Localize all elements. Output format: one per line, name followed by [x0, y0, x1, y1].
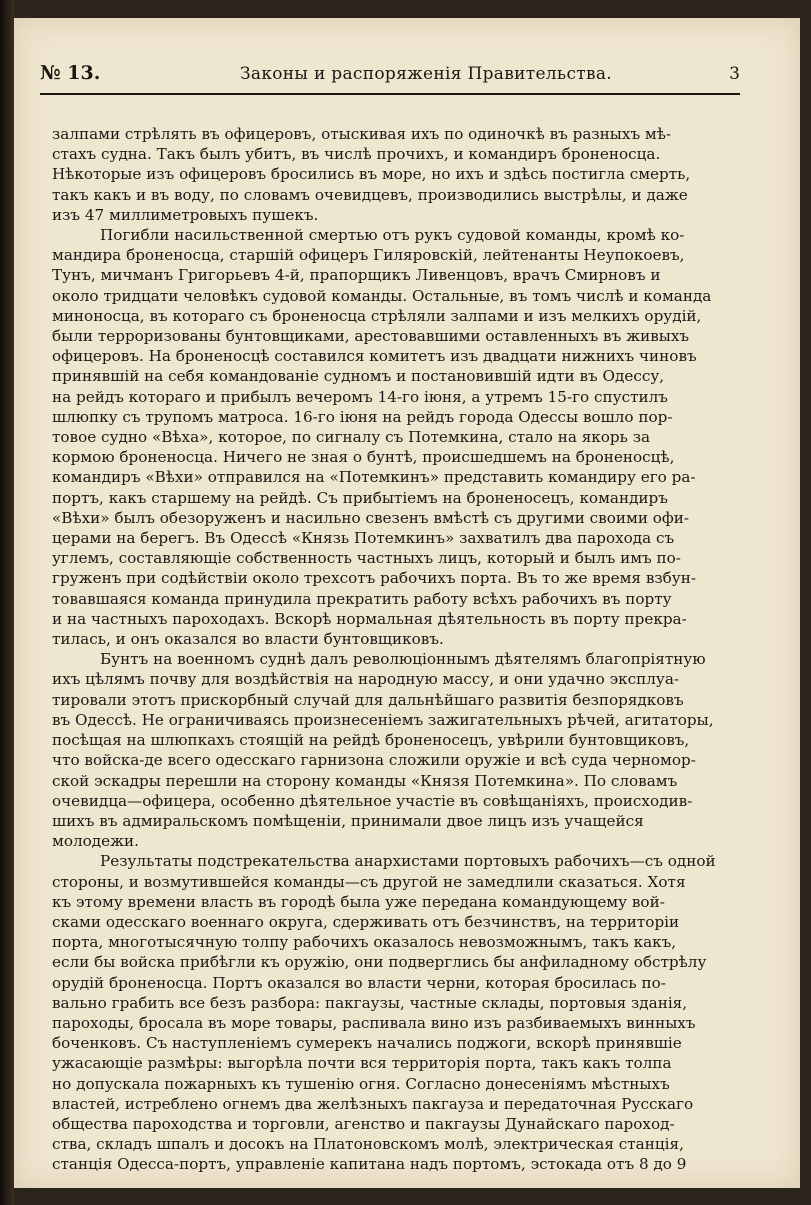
text-line: что войска-де всего одесскаго гарнизона сложили оружіе и всѣ суда черномор- — [52, 751, 696, 770]
text-line: груженъ при содѣйствіи около трехсотъ рабочихъ порта. Въ то же время взбун- — [52, 569, 696, 588]
text-line: къ этому времени власть въ городѣ была уже передана командующему вой- — [52, 892, 665, 911]
text-line: портъ, какъ старшему на рейдѣ. Съ прибытіемъ на броненосецъ, командиръ — [52, 488, 668, 507]
text-line: товавшаяся команда принудила прекратить работу всѣхъ рабочихъ въ порту — [52, 589, 672, 608]
text-line: тировали этотъ прискорбный случай для дальнѣйшаго развитія безпорядковъ — [52, 690, 684, 709]
text-line: такъ какъ и въ воду, по словамъ очевидцевъ, производились выстрѣлы, и даже — [52, 185, 688, 204]
text-line: и на частныхъ пароходахъ. Вскорѣ нормальная дѣятельность въ порту прекра- — [52, 609, 687, 628]
text-line: властей, истреблено огнемъ два желѣзныхъ пакгауза и передаточная Русскаго — [52, 1094, 694, 1113]
binding-shadow — [0, 0, 14, 1205]
text-line: тилась, и онъ оказался во власти бунтовщиковъ. — [52, 630, 444, 649]
text-line: въ Одессѣ. Не ограничиваясь произнесеніемъ зажигательныхъ рѣчей, агитаторы, — [52, 710, 714, 729]
text-line: товое судно «Вѣха», которое, по сигналу съ Потемкина, стало на якорь за — [52, 428, 651, 447]
text-line: офицеровъ. На броненосцѣ составился комитетъ изъ двадцати нижнихъ чиновъ — [52, 347, 697, 366]
text-line: орудій броненосца. Портъ оказался во власти черни, которая бросилась по- — [52, 973, 666, 992]
text-line: пароходы, бросала въ море товары, распивала вино изъ разбиваемыхъ винныхъ — [52, 1013, 696, 1032]
text-line: Тунъ, мичманъ Григорьевъ 4-й, прапорщикъ Ливенцовъ, врачъ Смирновъ и — [52, 266, 661, 285]
text-line: стороны, и возмутившейся команды—съ другой не замедлили сказаться. Хотя — [52, 872, 686, 891]
text-line: Нѣкоторые изъ офицеровъ бросились въ море, но ихъ и здѣсь постигла смерть, — [52, 165, 691, 184]
text-line: если бы войска прибѣгли къ оружію, они подверглись бы анфиладному обстрѣлу — [52, 953, 707, 972]
text-line: ской эскадры перешли на сторону команды «Князя Потемкина». По словамъ — [52, 771, 678, 790]
text-line: миноносца, въ котораго съ броненосца стрѣляли залпами и изъ мелкихъ орудій, — [52, 306, 702, 325]
page-number: 3 — [729, 64, 740, 84]
text-line: сками одесскаго военнаго округа, сдерживать отъ безчинствъ, на территоріи — [52, 912, 680, 931]
text-line: боченковъ. Съ наступленіемъ сумерекъ начались поджоги, вскорѣ принявшіе — [52, 1034, 682, 1053]
text-line: изъ 47 миллиметровыхъ пушекъ. — [52, 205, 319, 224]
text-line: были терроризованы бунтовщиками, арестовавшими оставленныхъ въ живыхъ — [52, 327, 690, 346]
text-line: ихъ цѣлямъ почву для воздѣйствія на народную массу, и они удачно эксплуа- — [52, 670, 680, 689]
text-line: шихъ въ адмиральскомъ помѣщеніи, принимали двое лицъ изъ учащейся — [52, 811, 644, 830]
text-line: молодежи. — [52, 832, 140, 851]
text-line: шлюпку съ трупомъ матроса. 16-го іюня на рейдъ города Одессы вошло пор- — [52, 407, 673, 426]
text-line: «Вѣхи» былъ обезоруженъ и насильно свезенъ вмѣстѣ съ другими своими офи- — [52, 508, 690, 527]
text-line: командиръ «Вѣхи» отправился на «Потемкинъ» представить командиру его ра- — [52, 468, 696, 487]
text-line: около тридцати человѣкъ судовой команды. Остальные, въ томъ числѣ и команда — [52, 286, 712, 305]
text-line: ства, складъ шпалъ и досокъ на Платоновскомъ молѣ, электрическая станція, — [52, 1135, 684, 1154]
text-line: мандира броненосца, старшій офицеръ Гиляровскій, лейтенанты Неупокоевъ, — [52, 246, 685, 265]
text-line: порта, многотысячную толпу рабочихъ оказалось невозможнымъ, такъ какъ, — [52, 933, 677, 952]
header-rule — [40, 93, 740, 95]
text-line: посѣщая на шлюпкахъ стоящій на рейдѣ броненосецъ, увѣрили бунтовщиковъ, — [52, 731, 690, 750]
text-line: общества пароходства и торговли, агенство и пакгаузы Дунайскаго пароход- — [52, 1114, 675, 1133]
text-line: Результаты подстрекательства анархистами портовыхъ рабочихъ—съ одной — [100, 852, 716, 871]
header-title: Законы и распоряженія Правительства. — [240, 64, 612, 84]
text-line: кормою броненосца. Ничего не зная о бунтѣ, происшедшемъ на броненосцѣ, — [52, 448, 675, 467]
body-text — [52, 124, 742, 1175]
text-line: но допускала пожарныхъ къ тушенію огня. Согласно донесеніямъ мѣстныхъ — [52, 1074, 670, 1093]
running-header — [40, 58, 740, 90]
text-line: очевидца—офицера, особенно дѣятельное участіе въ совѣщаніяхъ, происходив- — [52, 791, 693, 810]
text-line: Бунтъ на военномъ суднѣ далъ революціоннымъ дѣятелямъ благопріятную — [100, 650, 706, 669]
text-line: ужасающіе размѣры: выгорѣла почти вся территорія порта, такъ какъ толпа — [52, 1054, 672, 1073]
text-line: стахъ судна. Такъ былъ убитъ, въ числѣ прочихъ, и командиръ броненосца. — [52, 145, 661, 164]
text-line: залпами стрѣлять въ офицеровъ, отыскивая ихъ по одиночкѣ въ разныхъ мѣ- — [52, 125, 672, 143]
text-line: принявшій на себя командованіе судномъ и постановившій идти въ Одессу, — [52, 367, 665, 386]
text-line: углемъ, составляющіе собственность частныхъ лицъ, который и былъ имъ по- — [52, 549, 681, 568]
text-line: на рейдъ котораго и прибылъ вечеромъ 14-го іюня, а утремъ 15-го спустилъ — [52, 387, 668, 406]
text-line: вально грабить все безъ разбора: пакгаузы, частные склады, портовыя зданія, — [52, 993, 688, 1012]
text-line: Погибли насильственной смертью отъ рукъ судовой команды, кромѣ ко- — [100, 226, 685, 245]
text-line: станція Одесса-портъ, управленіе капитана надъ портомъ, эстокада отъ 8 до 9 — [52, 1155, 687, 1174]
text-line: церами на берегъ. Въ Одессѣ «Князь Потемкинъ» захватилъ два парохода съ — [52, 529, 675, 548]
issue-number: № 13. — [40, 62, 101, 84]
